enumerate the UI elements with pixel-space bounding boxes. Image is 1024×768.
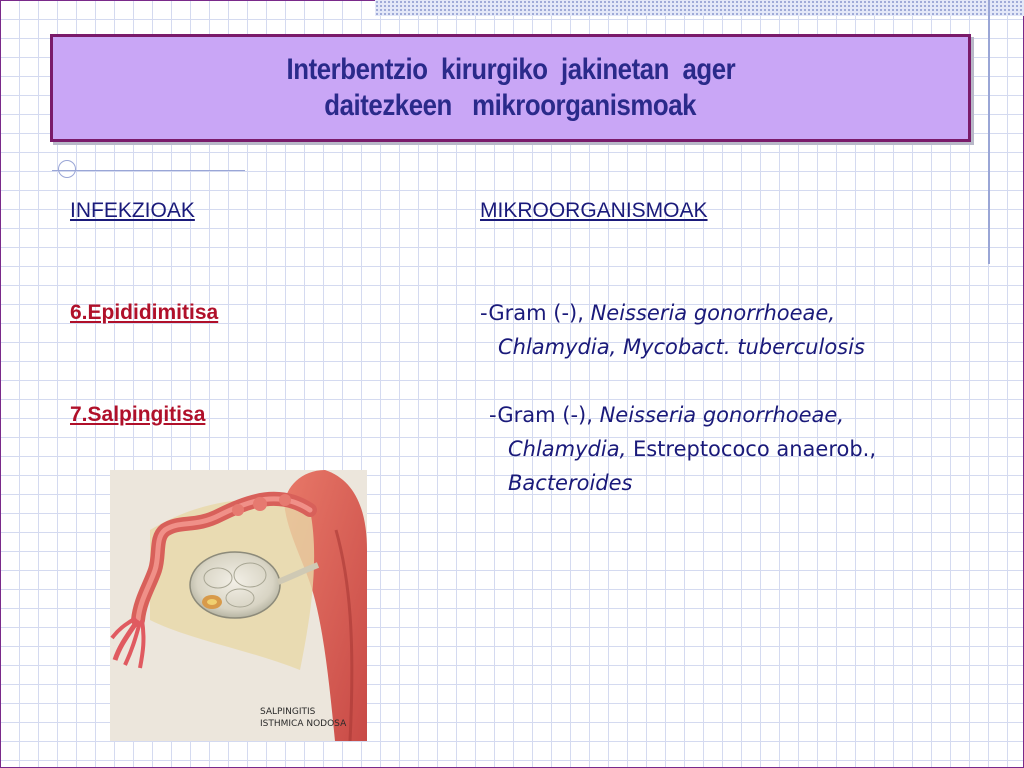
- title-line-1: Interbentzio kirurgiko jakinetan ager: [286, 53, 735, 86]
- top-dotted-band: [375, 0, 1024, 16]
- infection-salpingitisa: 7.Salpingitisa: [70, 403, 206, 426]
- gram-prefix: -Gram (-),: [480, 301, 591, 325]
- species-italic: Bacteroides: [508, 471, 633, 495]
- title-box: [50, 34, 971, 142]
- microorganism-line: [498, 330, 865, 364]
- decorative-horizontal-line: [52, 170, 245, 171]
- microorganism-line: [508, 466, 632, 500]
- decorative-circle: [58, 160, 76, 178]
- microorganisms-header: MIKROORGANISMOAK: [480, 199, 708, 222]
- species-italic: Neisseria gonorrhoeae,: [590, 301, 836, 325]
- microorganism-line: [480, 296, 835, 330]
- species-italic: Neisseria gonorrhoeae,: [599, 403, 845, 427]
- microorganism-line: [508, 432, 876, 466]
- illustration-caption-line-2: ISTHMICA NODOSA: [260, 719, 347, 729]
- salpingitis-illustration: [110, 470, 367, 741]
- gram-prefix: -Gram (-),: [489, 403, 600, 427]
- species-italic: Chlamydia,: [508, 437, 633, 461]
- infection-epididimitisa: 6.Epididimitisa: [70, 301, 219, 324]
- microorganism-line: [489, 398, 844, 432]
- species-normal: Estreptococo anaerob.,: [632, 437, 877, 461]
- species-italic: Chlamydia, Mycobact. tuberculosis: [498, 335, 865, 359]
- illustration-caption-line-1: SALPINGITIS: [260, 707, 316, 717]
- title-line-2: daitezkeen mikroorganismoak: [324, 89, 697, 122]
- decorative-vertical-line: [988, 0, 990, 264]
- infections-header: INFEKZIOAK: [70, 199, 195, 222]
